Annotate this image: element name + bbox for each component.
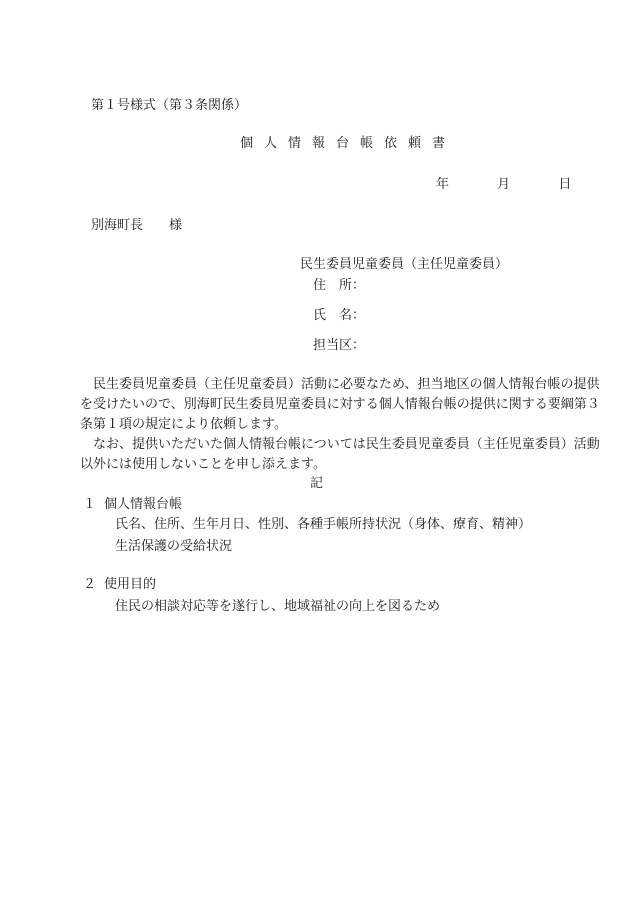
date-day: 日 xyxy=(558,177,572,192)
addressee: 別海町長 様 xyxy=(91,218,183,233)
body-line: なお、提供いただいた個人情報台帳については民生委員児童委員（主任児童委員）活動 xyxy=(80,437,600,452)
date-line xyxy=(436,177,571,193)
body-line: 以外には使用しないことを申し添えます。 xyxy=(80,457,326,472)
address-label: 住 所： xyxy=(313,278,366,293)
body-text xyxy=(80,375,600,475)
requester-role: 民生委員児童委員（主任児童委員） xyxy=(300,257,509,272)
item-number: １ xyxy=(83,497,97,512)
form-number: 第１号様式（第３条関係） xyxy=(91,98,248,113)
item-detail: 生活保護の受給状況 xyxy=(115,539,233,554)
item-heading: 使用目的 xyxy=(104,577,157,592)
body-line: を受けたいので、別海町民生委員児童委員に対する個人情報台帳の提供に関する要綱第３ xyxy=(80,397,600,412)
document-title: 個人情報台帳依頼書 xyxy=(240,136,457,151)
item-number: ２ xyxy=(83,577,97,592)
district-label: 担当区： xyxy=(313,338,366,353)
item-detail: 氏名、住所、生年月日、性別、各種手帳所持状況（身体、療育、精神） xyxy=(115,517,532,532)
date-month: 月 xyxy=(497,177,511,192)
body-line: 民生委員児童委員（主任児童委員）活動に必要なため、担当地区の個人情報台帳の提供 xyxy=(80,377,600,392)
name-label: 氏 名： xyxy=(313,308,366,323)
item-detail: 住民の相談対応等を遂行し、地域福祉の向上を図るため xyxy=(115,599,441,614)
body-line: 条第１項の規定により依頼します。 xyxy=(80,417,287,432)
date-year: 年 xyxy=(436,177,450,192)
ki-marker: 記 xyxy=(310,476,324,491)
item-heading: 個人情報台帳 xyxy=(104,497,183,512)
